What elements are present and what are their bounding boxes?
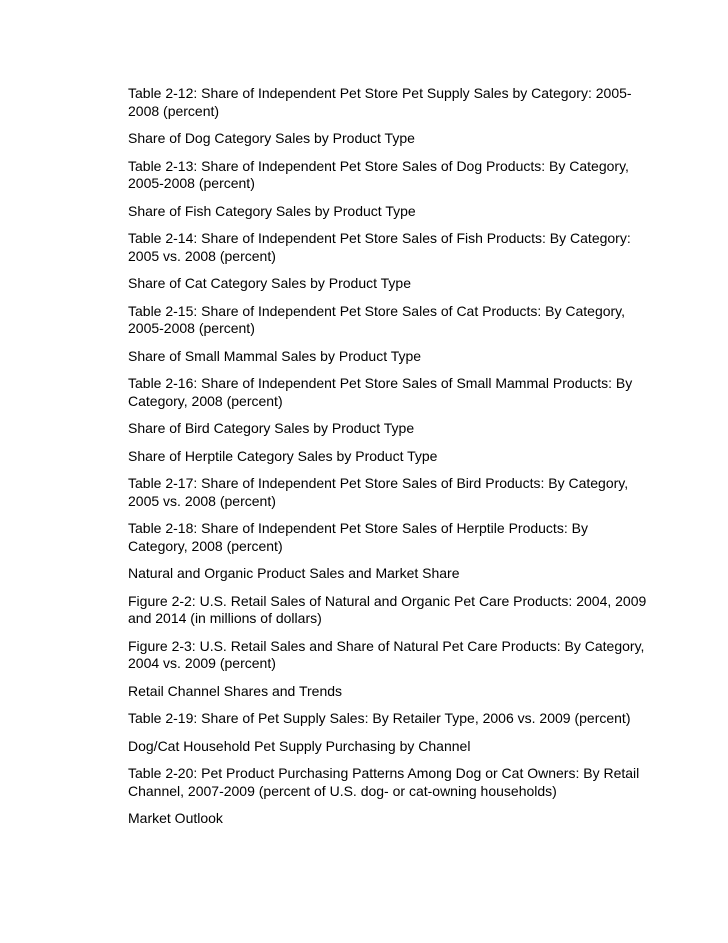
toc-entry: Share of Bird Category Sales by Product Type [128, 420, 415, 436]
toc-entry: Market Outlook [128, 810, 223, 826]
toc-entry: Retail Channel Shares and Trends [128, 682, 343, 699]
toc-entry: Figure 2-2: U.S. Retail Sales of Natural and Organic Pet Care Products: 2004, 2009 and 2014 (in millions of dollars) [128, 592, 647, 626]
toc-entry: Share of Small Mammal Sales by Product Type [128, 347, 422, 364]
toc-entry: Share of Dog Category Sales by Product Type [128, 130, 415, 146]
toc-entry: Share of Cat Category Sales by Product Type [128, 275, 412, 291]
toc-entry: Table 2-14: Share of Independent Pet Store Sales of Fish Products: By Category: 2005 vs. 2008 (percent) [128, 230, 631, 264]
toc-entry: Natural and Organic Product Sales and Market Share [128, 565, 460, 581]
toc-entry: Table 2-19: Share of Pet Supply Sales: By Retailer Type, 2006 vs. 2009 (percent) [128, 710, 631, 726]
toc-entry: Dog/Cat Household Pet Supply Purchasing by Channel [128, 737, 471, 754]
toc-entry: Table 2-18: Share of Independent Pet Store Sales of Herptile Products: By Category, 2008 (percent) [128, 520, 588, 554]
toc-entry: Table 2-16: Share of Independent Pet Store Sales of Small Mammal Products: By Category, 2008 (percent) [128, 375, 633, 409]
toc-entry: Table 2-13: Share of Independent Pet Store Sales of Dog Products: By Category, 2005-2008 (percent) [128, 157, 629, 191]
toc-entry: Share of Herptile Category Sales by Product Type [128, 447, 438, 464]
document-page [128, 85, 648, 838]
toc-entry: Share of Fish Category Sales by Product Type [128, 202, 416, 219]
toc-entry: Table 2-15: Share of Independent Pet Store Sales of Cat Products: By Category, 2005-2008 (percent) [128, 302, 626, 336]
toc-entry: Figure 2-3: U.S. Retail Sales and Share of Natural Pet Care Products: By Category, 2004 vs. 2009 (percent) [128, 637, 645, 671]
toc-entry: Table 2-12: Share of Independent Pet Store Pet Supply Sales by Category: 2005-2008 (percent) [128, 85, 632, 119]
toc-entry: Table 2-20: Pet Product Purchasing Patterns Among Dog or Cat Owners: By Retail Channel, 2007-2009 (percent of U.S. dog- or cat-owning households) [128, 765, 640, 799]
toc-entry: Table 2-17: Share of Independent Pet Store Sales of Bird Products: By Category, 2005 vs. 2008 (percent) [128, 475, 629, 509]
